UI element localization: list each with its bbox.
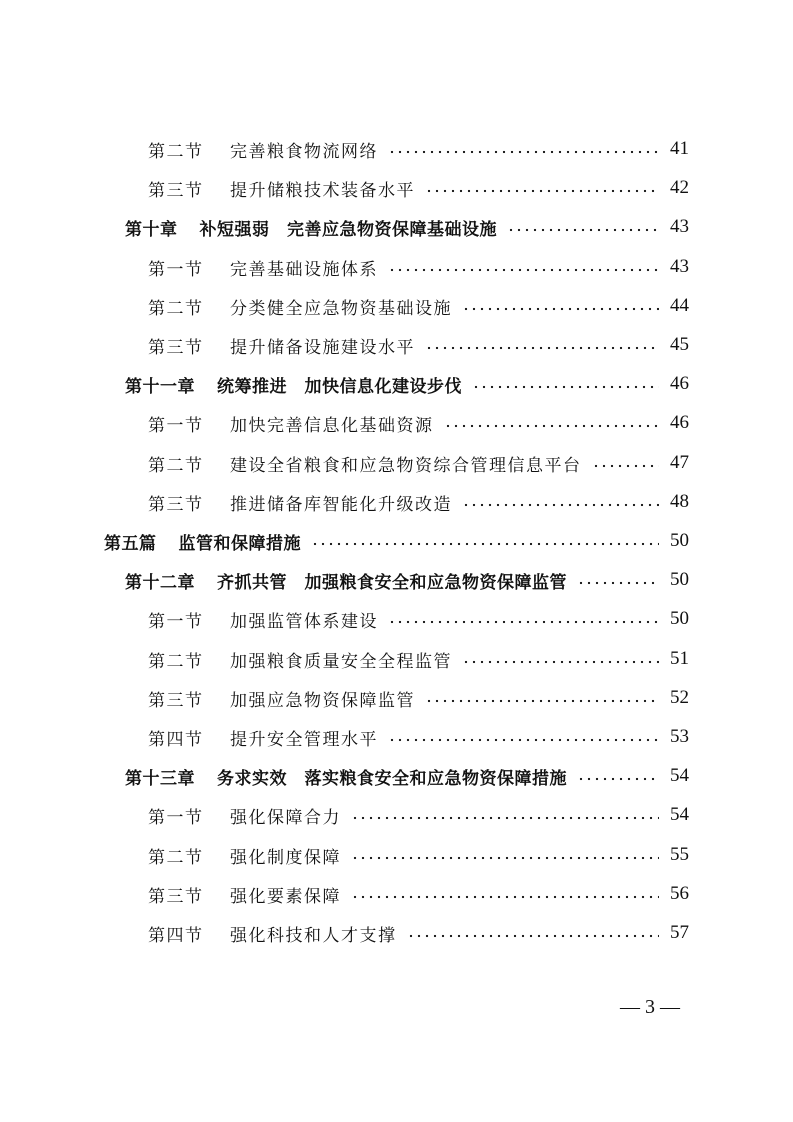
toc-section-number: 第三节 bbox=[148, 494, 204, 515]
toc-page-number: 57 bbox=[670, 922, 689, 943]
toc-entry-label bbox=[148, 803, 341, 828]
toc-section-number: 第二节 bbox=[148, 651, 204, 672]
toc-entry-label bbox=[148, 255, 378, 280]
toc-page-number: 54 bbox=[670, 804, 689, 825]
dot-leader bbox=[425, 683, 659, 713]
toc-entry bbox=[148, 840, 689, 870]
toc-page-number: 48 bbox=[670, 491, 689, 512]
toc-entry-label bbox=[148, 137, 378, 162]
toc-section-number: 第二节 bbox=[148, 847, 204, 868]
dot-leader bbox=[425, 173, 659, 203]
toc-title: 加强应急物资保障监管 bbox=[230, 690, 415, 711]
toc-page-number: 50 bbox=[670, 530, 689, 551]
toc-title: 建设全省粮食和应急物资综合管理信息平台 bbox=[230, 455, 582, 476]
toc-section-number: 第一节 bbox=[148, 415, 204, 436]
toc-entry-label bbox=[148, 647, 452, 672]
toc-entry-label bbox=[148, 686, 415, 711]
toc-section-number: 第四节 bbox=[148, 729, 204, 750]
toc-section-number: 第二节 bbox=[148, 141, 204, 162]
toc-entry-label bbox=[148, 333, 415, 358]
dot-leader bbox=[407, 918, 660, 948]
toc-entry bbox=[148, 487, 689, 517]
toc-title: 提升储粮技术装备水平 bbox=[230, 180, 415, 201]
toc-page-number: 43 bbox=[670, 216, 689, 237]
toc-entry-label bbox=[148, 882, 341, 907]
toc-page-number: 47 bbox=[670, 452, 689, 473]
toc-entry-label bbox=[148, 176, 415, 201]
dot-leader bbox=[388, 722, 659, 752]
toc-entry bbox=[148, 879, 689, 909]
toc-title: 监管和保障措施 bbox=[178, 533, 301, 554]
toc-section-number: 第三节 bbox=[148, 337, 204, 358]
toc-entry bbox=[125, 369, 689, 399]
toc-entry-label bbox=[125, 764, 567, 789]
toc-entry bbox=[148, 448, 689, 478]
dot-leader bbox=[592, 448, 660, 478]
toc-section-number: 第十二章 bbox=[125, 572, 195, 593]
toc-entry bbox=[125, 761, 689, 791]
toc-title: 分类健全应急物资基础设施 bbox=[230, 298, 452, 319]
toc-section-number: 第二节 bbox=[148, 298, 204, 319]
toc-page-number: 43 bbox=[670, 256, 689, 277]
toc-title: 统筹推进 加快信息化建设步伐 bbox=[217, 376, 462, 397]
toc-entry-label bbox=[148, 294, 452, 319]
toc-title: 加快完善信息化基础资源 bbox=[230, 415, 434, 436]
toc-title: 加强监管体系建设 bbox=[230, 611, 378, 632]
dot-leader bbox=[577, 565, 659, 595]
dot-leader bbox=[388, 134, 659, 164]
toc-entry-label bbox=[125, 215, 497, 240]
toc-entry bbox=[125, 212, 689, 242]
toc-section-number: 第一节 bbox=[148, 259, 204, 280]
toc-section-number: 第十章 bbox=[125, 219, 178, 240]
dot-leader bbox=[462, 487, 659, 517]
toc-section-number: 第十一章 bbox=[125, 376, 195, 397]
dot-leader bbox=[577, 761, 659, 791]
toc-title: 加强粮食质量安全全程监管 bbox=[230, 651, 452, 672]
toc-title: 提升储备设施建设水平 bbox=[230, 337, 415, 358]
dot-leader bbox=[351, 879, 659, 909]
toc-section-number: 第三节 bbox=[148, 690, 204, 711]
dot-leader bbox=[507, 212, 659, 242]
dot-leader bbox=[444, 408, 660, 438]
toc-entry-label bbox=[148, 921, 397, 946]
toc-page-number: 46 bbox=[670, 412, 689, 433]
toc-title: 齐抓共管 加强粮食安全和应急物资保障监管 bbox=[217, 572, 567, 593]
toc-entry-label bbox=[104, 529, 301, 554]
dot-leader bbox=[351, 840, 659, 870]
toc-page-number: 56 bbox=[670, 883, 689, 904]
toc-entry-label bbox=[125, 568, 567, 593]
toc-entry bbox=[125, 565, 689, 595]
toc-page-number: 54 bbox=[670, 765, 689, 786]
toc-title: 强化科技和人才支撑 bbox=[230, 925, 397, 946]
dot-leader bbox=[462, 644, 659, 674]
toc-entry bbox=[104, 526, 689, 556]
page-number: — 3 — bbox=[620, 996, 680, 1018]
toc-title: 完善粮食物流网络 bbox=[230, 141, 378, 162]
toc-section-number: 第三节 bbox=[148, 180, 204, 201]
dot-leader bbox=[472, 369, 659, 399]
toc-page-number: 41 bbox=[670, 138, 689, 159]
toc-section-number: 第二节 bbox=[148, 455, 204, 476]
toc-entry bbox=[148, 330, 689, 360]
toc-entry bbox=[148, 800, 689, 830]
toc-entry bbox=[148, 683, 689, 713]
toc-entry bbox=[148, 252, 689, 282]
dot-leader bbox=[388, 604, 659, 634]
toc-entry-label bbox=[148, 843, 341, 868]
toc-page-number: 52 bbox=[670, 687, 689, 708]
toc-entry-label bbox=[148, 451, 582, 476]
toc-page-number: 50 bbox=[670, 608, 689, 629]
toc-entry bbox=[148, 134, 689, 164]
toc-title: 推进储备库智能化升级改造 bbox=[230, 494, 452, 515]
toc-title: 强化制度保障 bbox=[230, 847, 341, 868]
toc-entry bbox=[148, 722, 689, 752]
toc-entry-label bbox=[125, 372, 462, 397]
toc-section-number: 第三节 bbox=[148, 886, 204, 907]
toc-page-number: 53 bbox=[670, 726, 689, 747]
toc-section-number: 第十三章 bbox=[125, 768, 195, 789]
toc-page-number: 55 bbox=[670, 844, 689, 865]
toc-entry bbox=[148, 408, 689, 438]
toc-entry-label bbox=[148, 607, 378, 632]
toc-title: 强化保障合力 bbox=[230, 807, 341, 828]
dot-leader bbox=[351, 800, 659, 830]
toc-entry bbox=[148, 173, 689, 203]
toc-section-number: 第一节 bbox=[148, 611, 204, 632]
toc-title: 强化要素保障 bbox=[230, 886, 341, 907]
toc-entry-label bbox=[148, 725, 378, 750]
toc-section-number: 第五篇 bbox=[104, 533, 157, 554]
toc-page-number: 45 bbox=[670, 334, 689, 355]
toc-entry-label bbox=[148, 411, 434, 436]
toc-page-number: 46 bbox=[670, 373, 689, 394]
toc-page-number: 50 bbox=[670, 569, 689, 590]
toc-title: 务求实效 落实粮食安全和应急物资保障措施 bbox=[217, 768, 567, 789]
toc-entry bbox=[148, 291, 689, 321]
dot-leader bbox=[425, 330, 659, 360]
toc-title: 补短强弱 完善应急物资保障基础设施 bbox=[199, 219, 497, 240]
toc-section-number: 第四节 bbox=[148, 925, 204, 946]
toc-entry bbox=[148, 604, 689, 634]
toc-title: 提升安全管理水平 bbox=[230, 729, 378, 750]
dot-leader bbox=[462, 291, 659, 321]
toc-entry-label bbox=[148, 490, 452, 515]
toc-page-number: 44 bbox=[670, 295, 689, 316]
toc-entry bbox=[148, 918, 689, 948]
dot-leader bbox=[388, 252, 659, 282]
dot-leader bbox=[311, 526, 659, 556]
toc-entry bbox=[148, 644, 689, 674]
toc-page-number: 42 bbox=[670, 177, 689, 198]
toc-title: 完善基础设施体系 bbox=[230, 259, 378, 280]
toc-section-number: 第一节 bbox=[148, 807, 204, 828]
toc-page-number: 51 bbox=[670, 648, 689, 669]
